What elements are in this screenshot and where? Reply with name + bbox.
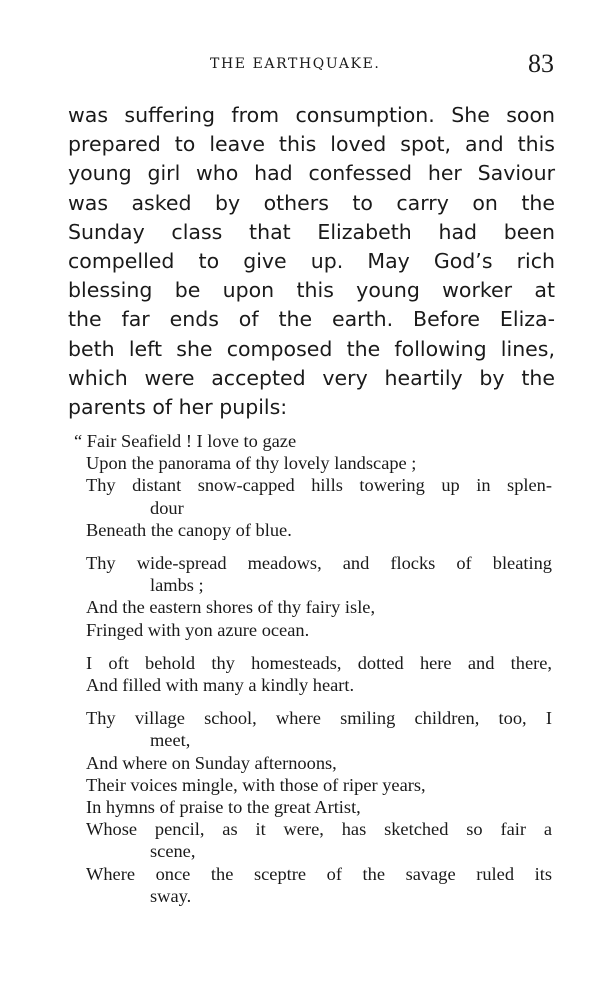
poem-line-continuation: lambs ;	[150, 575, 204, 596]
poem-line: Where once the sceptre of the savage ruled its	[86, 863, 552, 884]
poem-stanza	[86, 652, 552, 696]
poem-stanza	[86, 707, 552, 907]
prose-line: Sunday class that Elizabeth had been	[68, 219, 555, 244]
prose-line: young girl who had confessed her Saviour	[68, 161, 555, 186]
poem-line: Beneath the canopy of blue.	[86, 519, 292, 540]
poem-line: And the eastern shores of thy fairy isle,	[86, 597, 376, 618]
poem-line: And filled with many a kindly heart.	[86, 675, 355, 696]
poem-line: Whose pencil, as it were, has sketched so fair a	[86, 819, 552, 840]
poem-line: And where on Sunday afternoons,	[86, 752, 337, 773]
prose-line: blessing be upon this young worker at	[68, 278, 555, 303]
poem-line-continuation: dour	[150, 497, 184, 518]
prose-line: the far ends of the earth. Before Eliza-	[68, 307, 555, 332]
poem-stanza	[74, 430, 552, 541]
poem-line: Fringed with yon azure ocean.	[86, 619, 310, 640]
poem-line: In hymns of praise to the great Artist,	[86, 797, 361, 818]
poem	[74, 430, 552, 918]
prose-paragraph	[68, 101, 555, 422]
poem-line: Thy village school, where smiling children, too, I	[86, 708, 552, 729]
poem-line: Their voices mingle, with those of riper years,	[86, 774, 426, 795]
poem-line: I oft behold thy homesteads, dotted here and there,	[86, 652, 552, 673]
prose-line: was asked by others to carry on the	[68, 190, 555, 215]
prose-line: beth left she composed the following lines,	[68, 336, 555, 361]
poem-line: Upon the panorama of thy lovely landscape ;	[86, 453, 417, 474]
poem-line-continuation: scene,	[150, 841, 196, 862]
poem-line: Thy distant snow-capped hills towering up in splen-	[86, 475, 552, 496]
prose-line: prepared to leave this loved spot, and this	[68, 132, 555, 157]
poem-line: “ Fair Seafield ! I love to gaze	[74, 431, 297, 451]
prose-line: was suffering from consumption. She soon	[68, 103, 555, 127]
poem-line: Thy wide-spread meadows, and flocks of bleating	[86, 553, 552, 574]
poem-line-continuation: meet,	[150, 730, 191, 751]
poem-stanza	[86, 552, 552, 641]
prose-line: which were accepted very heartily by the	[68, 365, 555, 390]
running-head: THE EARTHQUAKE.	[210, 56, 381, 72]
page-number: 83	[528, 49, 554, 78]
poem-line-continuation: sway.	[150, 885, 192, 906]
prose-line: parents of her pupils:	[68, 395, 288, 420]
prose-line: compelled to give up. May God’s rich	[68, 249, 555, 274]
